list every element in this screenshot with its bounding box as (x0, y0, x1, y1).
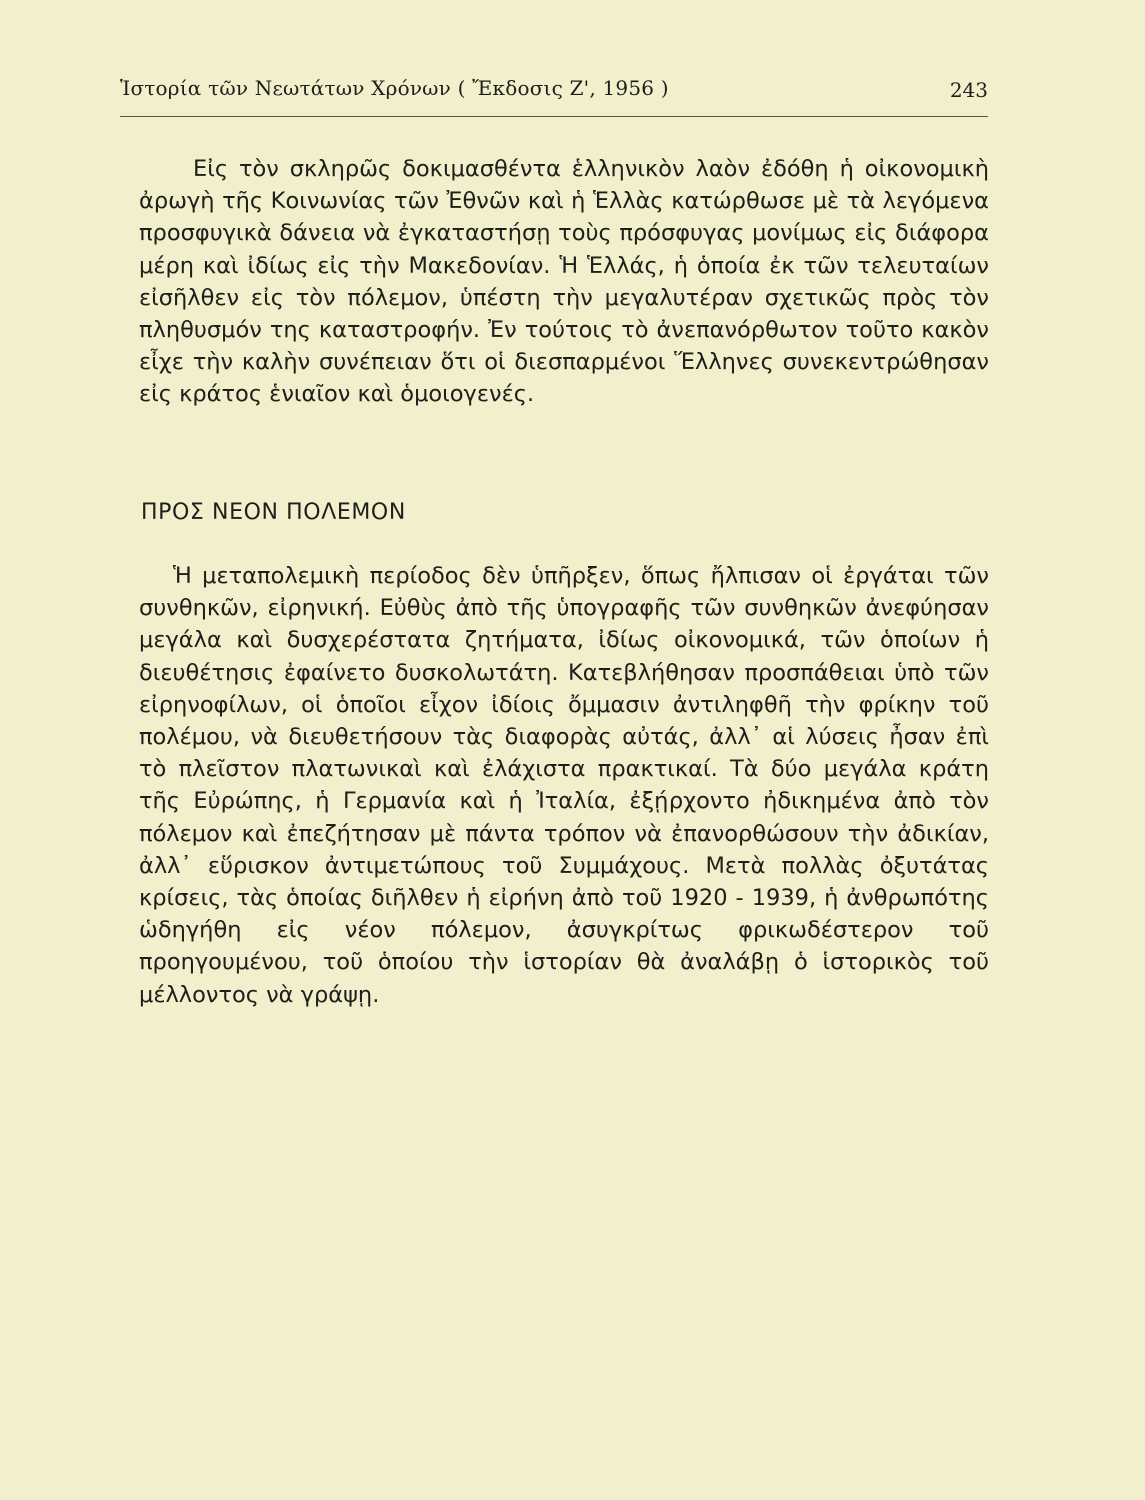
running-title: Ἱστορία τῶν Νεωτάτων Χρόνων ( Ἔκδοσις Ζ', 1956 ) (120, 76, 669, 100)
header-rule (120, 116, 988, 117)
page-header (120, 74, 988, 114)
page-number: 243 (949, 78, 988, 102)
section-heading: ΠΡΟΣ ΝΕΟΝ ΠΟΛΕΜΟΝ (141, 500, 406, 525)
paragraph-intro: Εἰς τὸν σκληρῶς δοκιμασθέντα ἑλληνικὸν λαὸν ἐδόθη ἡ οἰκονομικὴ ἀρωγὴ τῆς Κοινωνίας τῶν Ἐθνῶν καὶ ἡ Ἑλλὰς κατώρθωσε μὲ τὰ λεγόμενα προσφυγικὰ δάνεια νὰ ἐγκαταστήσῃ τοὺς πρόσφυγας μονίμως εἰς διάφορα μέρη καὶ ἰδίως εἰς τὴν Μακεδονίαν. Ἡ Ἑλλάς, ἡ ὁποία ἐκ τῶν τελευταίων εἰσῆλθεν εἰς τὸν πόλεμον, ὑπέστη τὴν μεγαλυτέραν σχετικῶς πρὸς τὸν πληθυσμόν της καταστροφήν. Ἐν τούτοις τὸ ἀνεπανόρθωτον τοῦτο κακὸν εἶχε τὴν καλὴν συνέπειαν ὅτι οἱ διεσπαρμένοι Ἕλληνες συνεκεντρώθησαν εἰς κράτος ἑνιαῖον καὶ ὁμοιογενές. (139, 156, 989, 408)
paragraph-postwar: Ἡ μεταπολεμικὴ περίοδος δὲν ὑπῆρξεν, ὅπως ἤλπισαν οἱ ἐργάται τῶν συνθηκῶν, εἰρηνική. Εὐθὺς ἀπὸ τῆς ὑπογραφῆς τῶν συνθηκῶν ἀνεφύησαν μεγάλα καὶ δυσχερέστατα ζητήματα, ἰδίως οἰκονομικά, τῶν ὁποίων ἡ διευθέτησις ἐφαίνετο δυσκολωτάτη. Κατεβλήθησαν προσπάθειαι ὑπὸ τῶν εἰρηνοφίλων, οἱ ὁποῖοι εἶχον ἰδίοις ὄμμασιν ἀντιληφθῆ τὴν φρίκην τοῦ πολέμου, νὰ διευθετήσουν τὰς διαφορὰς αὐτάς, ἀλλ᾽ αἱ λύσεις ἦσαν ἐπὶ τὸ πλεῖστον πλατωνικαὶ καὶ ἐλάχιστα πρακτικαί. Τὰ δύο μεγάλα κράτη τῆς Εὐρώπης, ἡ Γερμανία καὶ ἡ Ἰταλία, ἐξῄρχοντο ἠδικημένα ἀπὸ τὸν πόλεμον καὶ ἐπεζήτησαν μὲ πάντα τρόπον νὰ ἐπανορθώσουν τὴν ἀδικίαν, ἀλλ᾽ εὕρισκον ἀντιμετώπους τοῦ Συμμάχους. Μετὰ πολλὰς ὀξυτάτας κρίσεις, τὰς ὁποίας διῆλθεν ἡ εἰρήνη ἀπὸ τοῦ 1920 - 1939, ἡ ἀνθρωπότης ὡδηγήθη εἰς νέον πόλεμον, ἀσυγκρίτως φρικωδέστερον τοῦ προηγουμένου, τοῦ ὁποίου τὴν ἱστορίαν θὰ ἀναλάβῃ ὁ ἱστορικὸς τοῦ μέλλοντος νὰ γράψῃ. (139, 563, 989, 1008)
